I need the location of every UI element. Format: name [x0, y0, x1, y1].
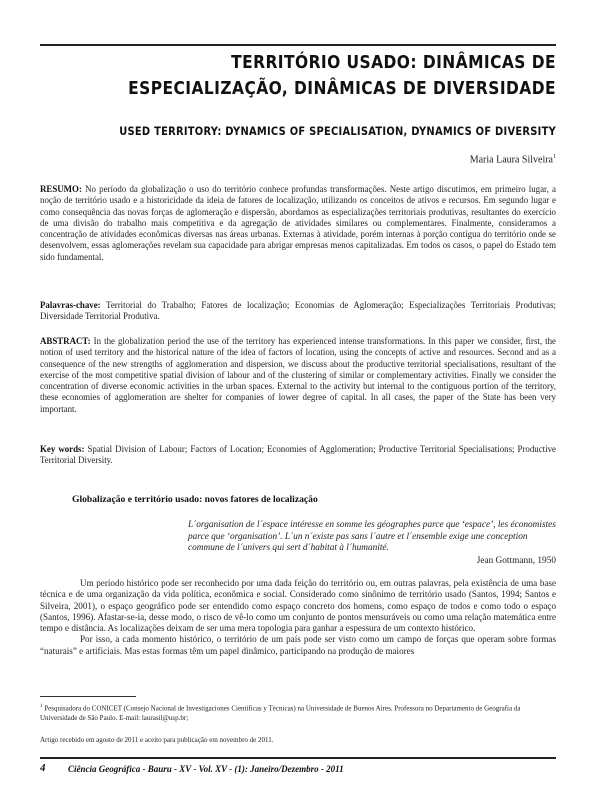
author-name-text: Maria Laura Silveira [469, 154, 553, 166]
page-number: 4 [40, 762, 46, 774]
received-note: Artigo recebido em agosto de 2011 e aceito para publicação em novembro de 2011. [40, 736, 274, 744]
keywords-en-label: Key words: [40, 444, 85, 454]
section-heading: Globalização e território usado: novos fatores de localização [72, 494, 318, 505]
bottom-rule [40, 757, 556, 759]
keywords-pt-label: Palavras-chave: [40, 300, 101, 310]
author-footnote-marker: 1 [553, 154, 556, 160]
body-text [40, 578, 556, 657]
abstract-pt [40, 184, 556, 263]
footnote [40, 702, 556, 723]
abstract-en [40, 336, 556, 415]
keywords-en [40, 444, 556, 467]
body-paragraph-2: Por isso, a cada momento histórico, o território de um país pode ser visto como um campo de forças que operam sobre formas “naturais” e artificiais. Mas estas formas têm um papel dinâmico, participando na produção de maiores [40, 634, 556, 656]
abstract-pt-text: No período da globalização o uso do território conhece profundas transformações. Neste artigo discutimos, em primeiro lugar, a noção de território usado e a historicidade da ideia de fatores de localização, utilizando os conceitos de ativos e recursos. Em segundo lugar e como consequência das novas forças de aglomeração e dispersão, abordamos as especializações territoriais produtivas, resultantes do exercício de uma divisão do trabalho mais competitiva e da agregação de atividades similares ou complementares. Finalmente, consideramos a concentração de atividades econômicas diversas nas áreas urbanas. Externas à atividade, porém internas à porção contígua do território onde se desenvolvem, essas aglomerações revelam sua capacidade para abrigar empresas menos capitalizadas. Em todos os casos, o papel do Estado tem sido fundamental. [40, 184, 556, 262]
body-paragraph-1: Um período histórico pode ser reconhecido por uma dada feição do território ou, em outras palavras, pela existência de uma base técnica e de uma organização da vida política, econômica e social. Considerado como sinônimo de território usado (Santos, 1994; Santos e Silveira, 2001), o espaço geográfico pode ser entendido como espaço concreto dos homens, como espaço de todos e como todo o espaço (Santos, 1996). Afastar-se-ia, desse modo, o risco de vê-lo como um conjunto de pontos mensuráveis ou como uma relação matemática entre tempo e distância. As localizações deixam de ser uma mera topologia para ganhar a espessura de um contexto histórico. [40, 578, 556, 634]
abstract-en-label: ABSTRACT: [40, 336, 91, 346]
author-name [470, 154, 556, 165]
epigraph-attribution: Jean Gottmann, 1950 [476, 556, 556, 566]
abstract-en-text: In the globalization period the use of the territory has experienced intense transformations. In this paper we consider, first, the notion of used territory and the historical nature of the idea of factors of location, using the concepts of active and resources. Second and as a consequence of the new strengths of agglomeration and dispersion, we discuss about the productive territorial specialisations, resultant of the exercise of the most competitive spatial division of labour and of the clustering of similar or complementary activities. Finally we consider the concentration of diverse economic activities in the urban spaces. External to the activity but internal to the contiguous portion of the territory, these economies of agglomeration are shelter for companies of lower degree of capital. In all cases, the paper of the State has been very important. [40, 336, 556, 414]
epigraph-quote: L´organisation de l´espace intéresse en somme les géographes parce que ‘espace’, les économistes parce que ‘organisation’. L´un n´existe pas sans l´autre et l´ensemble exige une conception commune de l´univers qui sert d´habitat à l´humanité. [188, 520, 556, 553]
top-rule [40, 44, 556, 46]
journal-footer: Ciência Geográfica - Bauru - XV - Vol. XV - (1): Janeiro/Dezembro - 2011 [68, 764, 344, 774]
article-title: TERRITÓRIO USADO: DINÂMICAS DE ESPECIALIZAÇÃO, DINÂMICAS DE DIVERSIDADE [128, 52, 557, 99]
keywords-pt-text: Territorial do Trabalho; Fatores de localização; Economias de Aglomeração; Especializações Territoriais Produtivas; Diversidade Territorial Produtiva. [40, 300, 556, 322]
article-subtitle: USED TERRITORY: DYNAMICS OF SPECIALISATION, DYNAMICS OF DIVERSITY [119, 124, 556, 138]
footnote-marker: 1 [40, 704, 43, 709]
keywords-pt [40, 300, 556, 323]
footnote-text: Pesquisadora do CONICET (Consejo Nacional de Investigaciones Científicas y Técnicas) na Universidade de Buenos Aires. Professora no Departamento de Geografia da Universidade de São Paulo. E-mail: laurasil@usp.br; [40, 704, 521, 723]
keywords-en-text: Spatial Division of Labour; Factors of Location; Economies of Agglomeration; Productive Territorial Specialisations; Productive Territorial Diversity. [40, 444, 556, 466]
abstract-pt-label: RESUMO: [40, 184, 82, 194]
footnote-rule [40, 696, 136, 697]
